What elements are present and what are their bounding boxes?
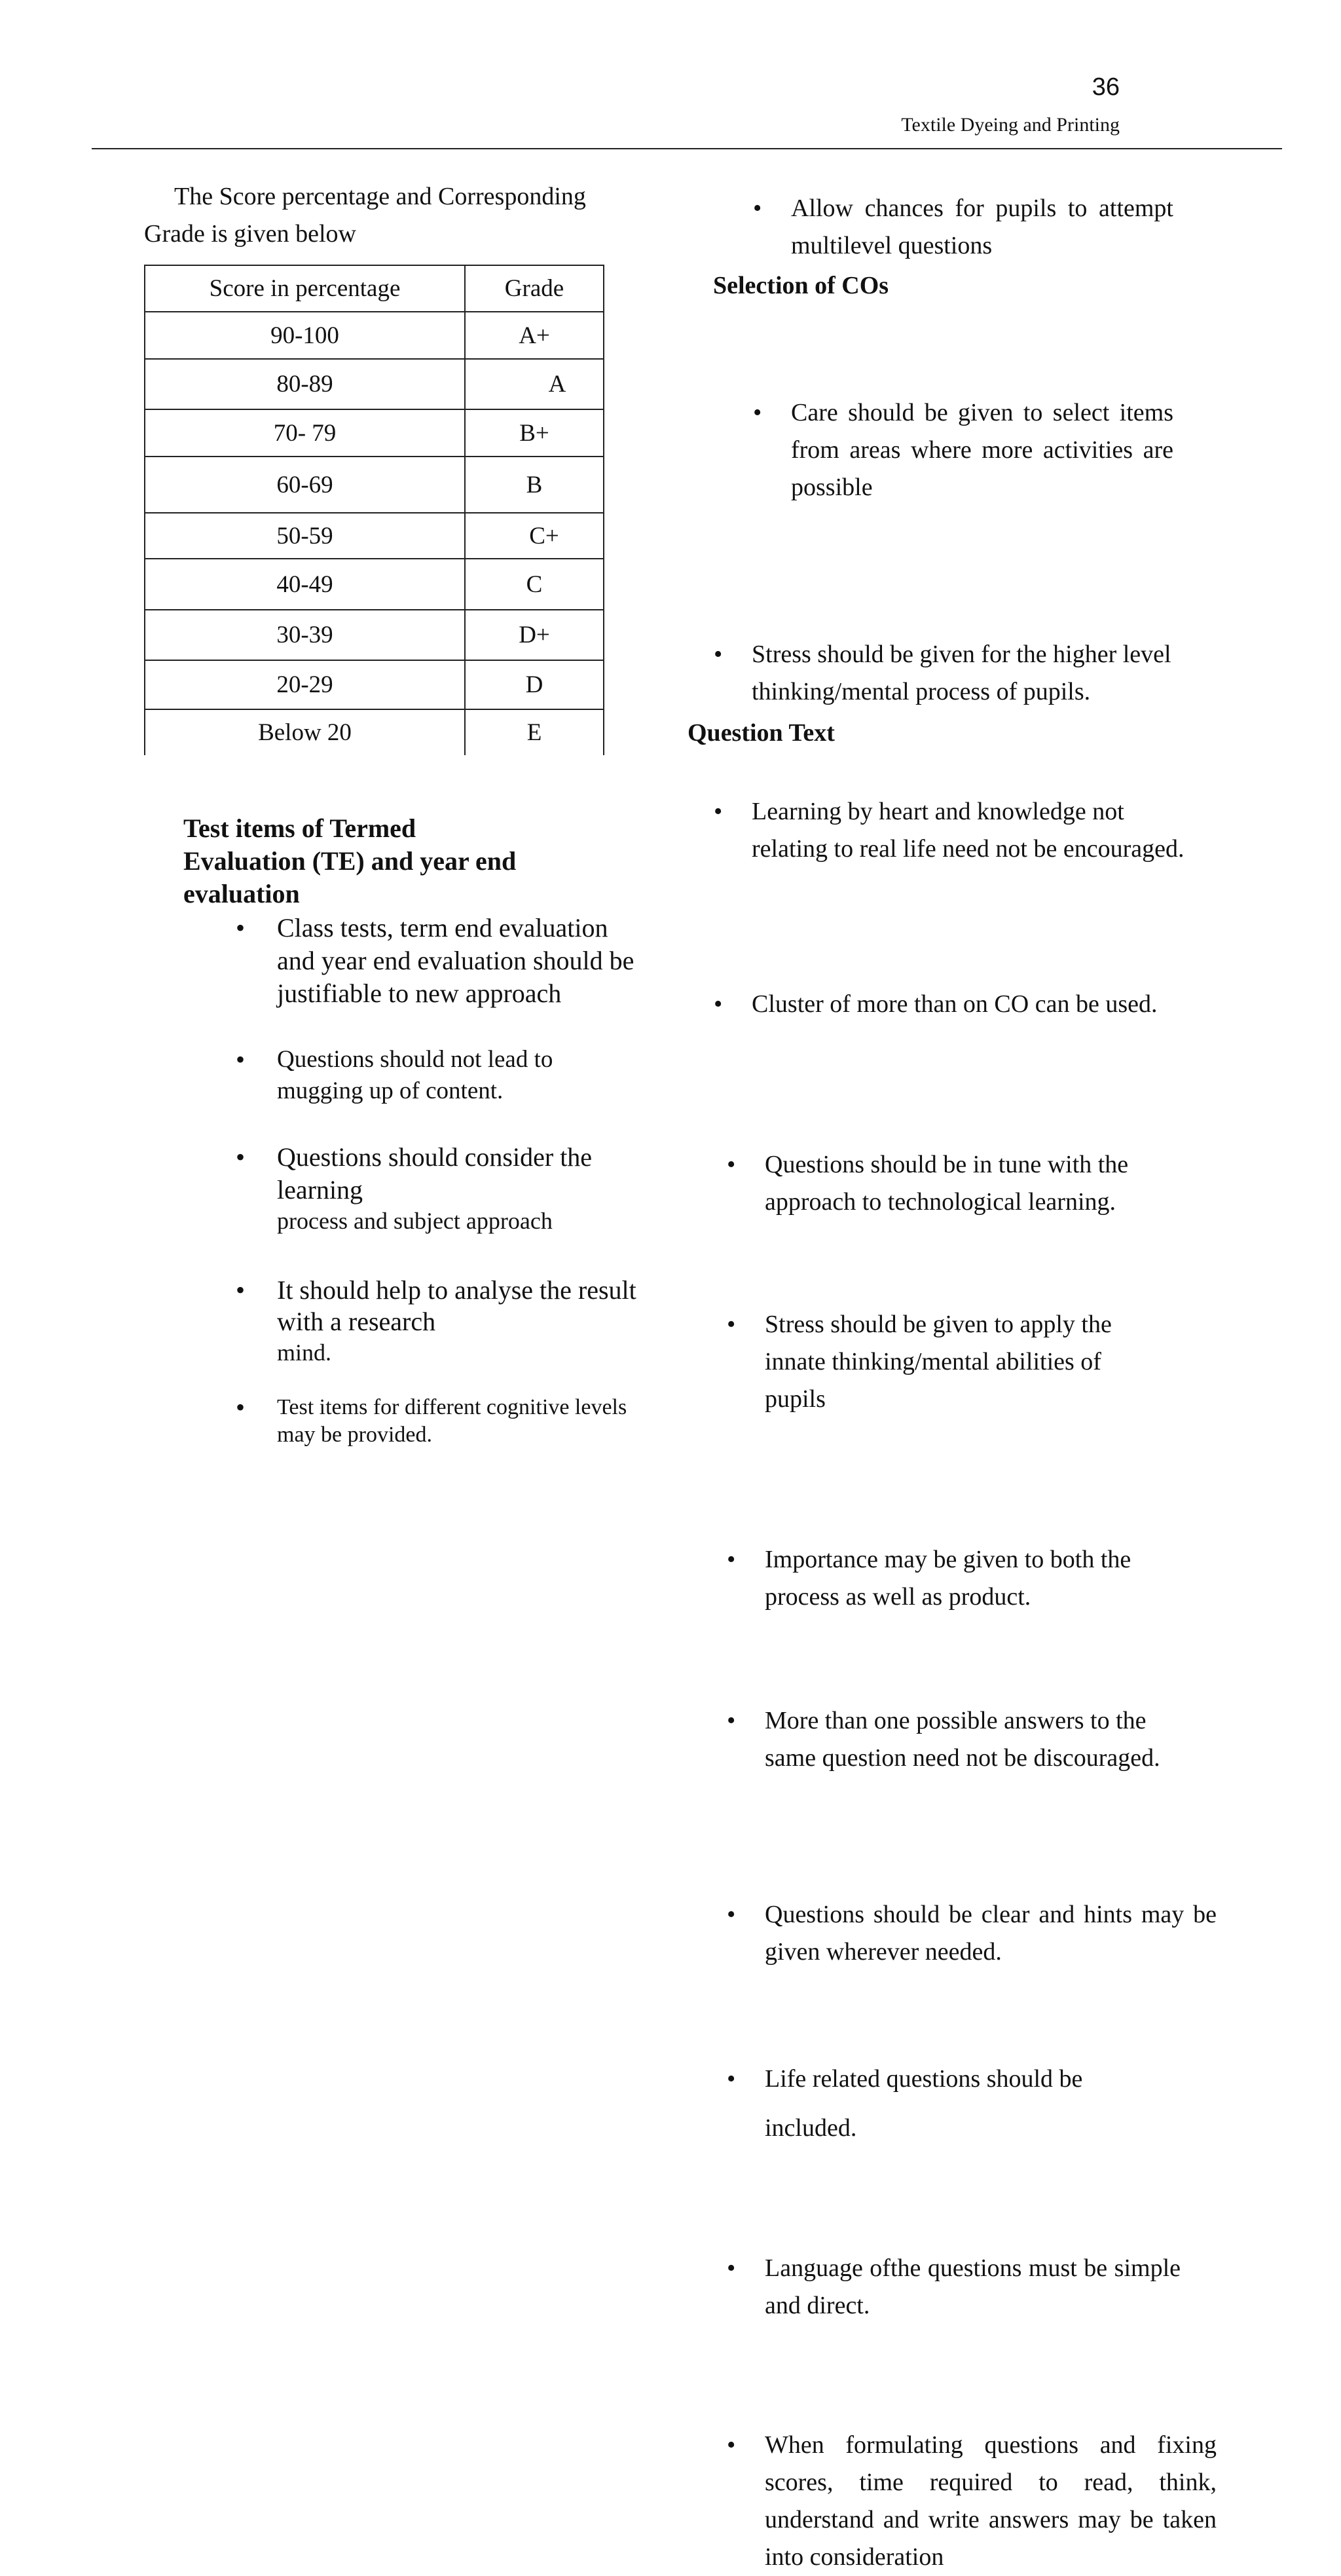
list-item-text: Care should be given to select items from areas where more activities are possible (791, 399, 1173, 501)
list-item-text: Cluster of more than on CO can be used. (752, 990, 1158, 1018)
table-row (145, 709, 604, 755)
grade-cell: E (465, 709, 604, 755)
table-row (145, 610, 604, 660)
list-item-text: It should help to analyse the result with a research (277, 1275, 636, 1336)
grade-cell: C+ (465, 513, 604, 559)
list-item (236, 1275, 642, 1368)
list-item (236, 912, 642, 1010)
table-row (145, 409, 604, 457)
list-item (753, 394, 1173, 506)
list-item (753, 190, 1173, 265)
score-cell: Below 20 (145, 709, 465, 755)
table-row (145, 312, 604, 359)
score-cell: 40-49 (145, 559, 465, 610)
score-cell: 70- 79 (145, 409, 465, 457)
list-item-text: Language ofthe questions must be simple and direct. (765, 2254, 1181, 2319)
list-item-text-cont: included. (765, 2114, 857, 2142)
column-header-grade: Grade (465, 265, 604, 312)
list-item-text: Questions should be in tune with the approach to technological learning. (765, 1151, 1129, 1216)
list-item-text: Questions should consider the learning (277, 1142, 593, 1204)
list-item-text-cont: mind. (277, 1339, 332, 1366)
page-number: 36 (1092, 73, 1120, 101)
list-item-text: Stress should be given to apply the innate thinking/mental abilities of pupils (765, 1311, 1112, 1413)
table-row (145, 457, 604, 513)
list-item (727, 1896, 1217, 1971)
list-item-text: Questions should not lead to mugging up of content. (277, 1046, 553, 1104)
te-items-list (236, 912, 642, 1449)
list-item-text: Life related questions should be (765, 2065, 1083, 2093)
intro-line-2: Grade is given below (144, 220, 356, 248)
list-item-text: Allow chances for pupils to attempt multilevel questions (791, 195, 1173, 259)
grade-cell: A+ (465, 312, 604, 359)
grade-cell: B+ (465, 409, 604, 457)
score-cell: 20-29 (145, 660, 465, 709)
list-item-text: Learning by heart and knowledge not relating to real life need not be encouraged. (752, 798, 1185, 863)
list-item (727, 2055, 1217, 2153)
list-item (727, 1702, 1197, 1777)
list-item-text: Class tests, term end evaluation and year end evaluation should be justifiable to new approach (277, 913, 634, 1008)
table-row (145, 660, 604, 709)
list-item-text-cont: process and subject approach (277, 1208, 553, 1234)
list-item-text: Questions should be clear and hints may be given wherever needed. (765, 1901, 1217, 1966)
grade-table (144, 265, 604, 755)
intro-text (144, 178, 642, 253)
te-heading-line-3: evaluation (183, 879, 300, 908)
question-text-heading: Question Text (688, 719, 835, 747)
list-item (236, 1044, 642, 1107)
intro-line-1: The Score percentage and Corresponding (174, 183, 586, 210)
list-item (714, 636, 1236, 711)
score-cell: 30-39 (145, 610, 465, 660)
list-item-text: Stress should be given for the higher level thinking/mental process of pupils. (752, 641, 1171, 705)
te-section-heading (183, 812, 655, 910)
grade-cell: A (465, 359, 604, 409)
list-item-text: Test items for different cognitive levels may be provided. (277, 1395, 627, 1447)
te-heading-line-1: Test items of Termed (183, 813, 416, 843)
grade-cell: C (465, 559, 604, 610)
list-item (714, 986, 1236, 1023)
score-cell: 90-100 (145, 312, 465, 359)
table-row (145, 513, 604, 559)
cos-heading: Selection of COs (713, 272, 889, 299)
list-item-text: When formulating questions and fixing scores, time required to read, think, understand and write answers may be taken into consideration (765, 2431, 1217, 2571)
list-item-text: More than one possible answers to the same question need not be discouraged. (765, 1707, 1160, 1772)
list-item (727, 2250, 1181, 2324)
list-item (727, 1146, 1171, 1221)
score-cell: 50-59 (145, 513, 465, 559)
running-title: Textile Dyeing and Printing (901, 114, 1120, 136)
table-row (145, 359, 604, 409)
grade-cell: D (465, 660, 604, 709)
list-item (714, 793, 1197, 868)
list-item-text: Importance may be given to both the process as well as product. (765, 1546, 1131, 1611)
list-item (727, 1541, 1184, 1616)
list-item (236, 1141, 642, 1235)
table-row (145, 559, 604, 610)
list-item (236, 1394, 642, 1449)
table-header-row (145, 265, 604, 312)
score-cell: 80-89 (145, 359, 465, 409)
list-item (727, 2427, 1217, 2576)
grade-cell: B (465, 457, 604, 513)
te-heading-line-2: Evaluation (TE) and year end (183, 846, 517, 876)
score-cell: 60-69 (145, 457, 465, 513)
grade-cell: D+ (465, 610, 604, 660)
header-rule (92, 148, 1282, 149)
list-item (727, 1306, 1158, 1418)
column-header-score: Score in percentage (145, 265, 465, 312)
